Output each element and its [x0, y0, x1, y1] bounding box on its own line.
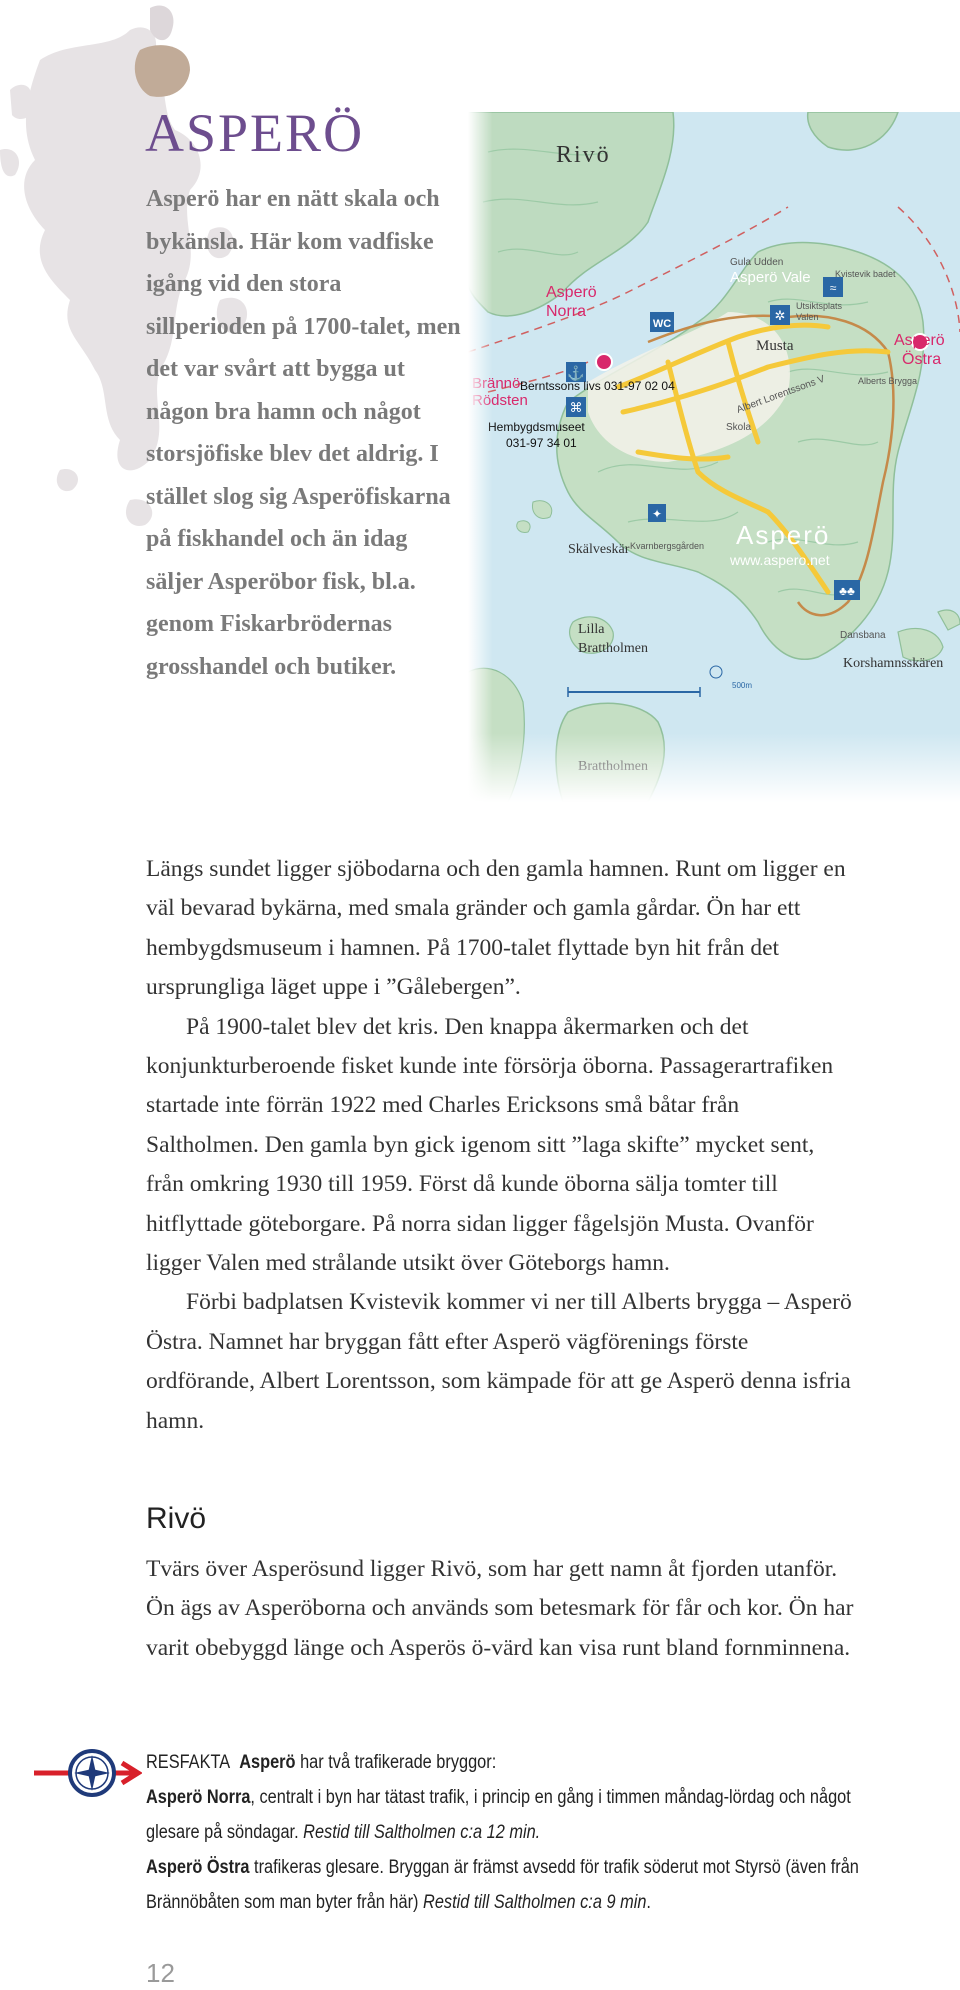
resfakta-norra-text: , centralt i byn har tätast trafik, i princip en gång i timmen måndag-lördag och något glesare på söndagar. — [146, 1787, 851, 1843]
aspero-map — [468, 112, 960, 802]
intro-text: Asperö har en nätt skala och bykänsla. Här kom vadfiske igång vid den stora sillperioden på 1700-talet, men det var svårt att bygga ut någon bra hamn och något storsjöfiske blev det aldrig. I stället slog sig Asperöfiskarna på fiskhandel och än idag säljer Asperöbor fisk, bl.a. genom Fiskarbrödernas grosshandel och butiker. — [146, 186, 461, 680]
resfakta-label: RESFAKTA — [146, 1752, 231, 1773]
rivo-paragraph: Tvärs över Asperösund ligger Rivö, som har gett namn åt fjorden utanför. Ön ägs av Asperöborna och används som betesmark för får och kor. Ön har varit obebyggd länge och Asperös ö-värd kan visa runt bland fornminnena. — [146, 1556, 854, 1661]
resfakta-ostra — [146, 1850, 868, 1920]
compass-arrow-icon — [34, 1743, 142, 1803]
section-heading-rivo: Rivö — [146, 1502, 207, 1535]
resfakta-box — [146, 1745, 868, 1920]
resfakta-intro: har två trafikerade bryggor: — [295, 1752, 497, 1773]
body-paragraph-2: På 1900-talet blev det kris. Den knappa åkermarken och det konjunkturberoende fisket kunde inte försörja öborna. Passagerartrafiken startade inte förrän 1922 med Charles Ericksons små båtar från Saltholmen. Den gamla byn gick igenom sitt ”laga skifte” mycket sent, från omkring 1930 till 1959. Först då kunde öborna sälja tomter till hitflyttade göteborgare. På norra sidan ligger fågelsjön Musta. Ovanför ligger Valen med strålande utsikt över Göteborgs hamn. — [146, 1013, 834, 1277]
resfakta-ostra-text: trafikeras glesare. Bryggan är främst avsedd för trafik söderut mot Styrsö (även från Brännöbåten som man byter från här) — [146, 1857, 859, 1913]
resfakta-line-1 — [146, 1745, 868, 1780]
body-paragraph-1: Längs sundet ligger sjöbodarna och den gamla hamnen. Runt om ligger en väl bevarad bykärna, med smala gränder och gamla gårdar. Ön har ett hembygdsmuseum i hamnen. På 1700-talet flyttade byn hit från det ursprungliga läget uppe i ”Gålebergen”. — [146, 856, 846, 1001]
resfakta-ostra-name: Asperö Östra — [146, 1857, 250, 1878]
page-number: 12 — [146, 1958, 175, 1988]
rivo-section — [146, 1550, 856, 1668]
resfakta-norra-time: Restid till Saltholmen c:a 12 min. — [303, 1822, 541, 1843]
main-body — [146, 850, 856, 1441]
resfakta-ostra-time: Restid till Saltholmen c:a 9 min — [423, 1892, 647, 1913]
resfakta-norra-name: Asperö Norra — [146, 1787, 251, 1808]
body-paragraph-3: Förbi badplatsen Kvistevik kommer vi ner till Alberts brygga – Asperö Östra. Namnet har bryggan fått efter Asperö vägförenings förste ordförande, Albert Lorentsson, som kämpade för att ge Asperö denna isfria hamn. — [146, 1289, 852, 1434]
resfakta-norra — [146, 1780, 868, 1850]
resfakta-island: Asperö — [239, 1752, 296, 1773]
page-title: ASPERÖ — [145, 103, 365, 163]
aspero-highlight-shape — [135, 45, 190, 97]
resfakta-ostra-end: . — [646, 1892, 651, 1913]
